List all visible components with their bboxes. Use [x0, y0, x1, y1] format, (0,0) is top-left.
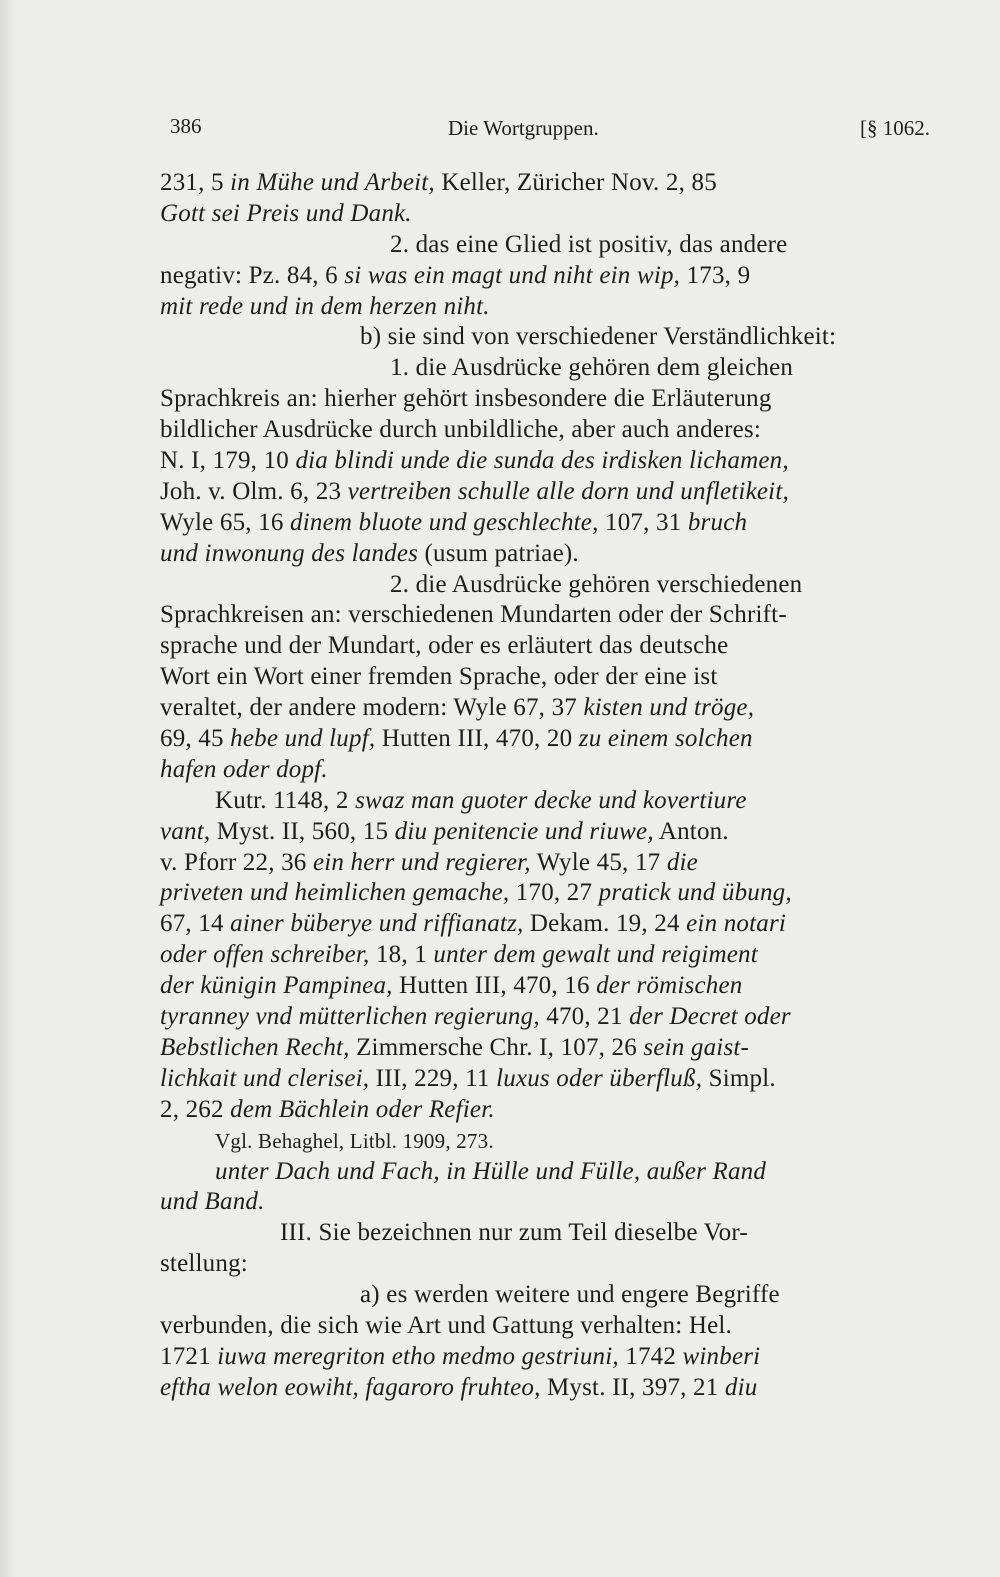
italic-quote: ein notari — [686, 910, 787, 938]
italic-quote: vertreiben schulle alle dorn und unfletikeit, — [347, 477, 789, 505]
text-line — [160, 662, 920, 693]
text-segment: 231, 5 — [160, 169, 231, 196]
text-line — [160, 755, 920, 786]
text-line — [160, 693, 920, 724]
text-line — [160, 477, 920, 508]
italic-quote: in Mühe und Arbeit, — [230, 169, 435, 196]
italic-quote: ein herr und regierer, — [312, 848, 531, 876]
text-line — [160, 230, 920, 261]
italic-quote: kisten und tröge, — [583, 694, 755, 722]
italic-quote: dem Bächlein oder Refier. — [230, 1095, 495, 1123]
italic-quote: mit rede und in dem herzen niht. — [160, 292, 490, 320]
text-segment: 107, 31 — [598, 508, 688, 536]
text-line — [160, 1218, 920, 1249]
italic-quote: luxus oder überfluß, — [496, 1064, 703, 1092]
text-line — [160, 1187, 920, 1218]
italic-quote: lichkait und clerisei, — [160, 1064, 370, 1092]
text-line — [160, 384, 920, 415]
italic-quote: sein gaist- — [643, 1033, 750, 1061]
italic-quote: iuwa meregriton etho medmo gestriuni, — [217, 1342, 619, 1370]
italic-quote: vant, — [160, 817, 211, 845]
running-title: Die Wortgruppen. — [448, 116, 599, 140]
text-segment: N. I, 179, 10 — [160, 447, 296, 475]
text-line — [160, 1002, 920, 1033]
text-segment: 1721 — [160, 1342, 218, 1370]
text-line — [160, 878, 920, 909]
text-line — [160, 724, 920, 755]
italic-quote: zu einem solchen — [578, 725, 753, 753]
text-segment: III, 229, 11 — [369, 1064, 497, 1092]
italic-quote: priveten und heimlichen gemache, — [160, 879, 510, 907]
italic-quote: pratick und übung, — [598, 879, 792, 907]
text-line — [160, 415, 920, 446]
italic-quote: eftha welon eowiht, fagaroro fruhteo, — [160, 1373, 541, 1401]
text-segment: Myst. II, 560, 15 — [210, 817, 395, 845]
text-segment: Zimmersche Chr. I, 107, 26 — [349, 1033, 644, 1061]
text-segment: 18, 1 — [369, 941, 434, 969]
text-segment: negativ: Pz. 84, 6 — [160, 261, 345, 289]
text-segment: stellung: — [160, 1250, 248, 1278]
italic-quote: tyranney vnd mütterlichen regierung, — [160, 1003, 540, 1031]
text-line — [160, 1095, 920, 1126]
italic-quote: unter Dach und Fach, in Hülle und Fülle, außer Rand — [215, 1157, 767, 1185]
text-line — [160, 292, 920, 323]
italic-quote: und inwonung des landes — [160, 539, 419, 567]
body-text — [160, 168, 920, 1404]
text-line — [160, 848, 920, 879]
italic-quote: ainer büberye und riffianatz, — [230, 910, 524, 938]
section-marker: [§ 1062. — [860, 116, 930, 140]
text-line — [160, 909, 920, 940]
text-line — [160, 1157, 920, 1188]
italic-quote: Gott sei Preis und Dank. — [160, 199, 412, 227]
text-line — [160, 940, 920, 971]
text-segment: sprache und der Mundart, oder es erläutert das deutsche — [160, 632, 729, 660]
text-segment: Sprachkreisen an: verschiedenen Mundarten oder der Schrift- — [160, 601, 787, 629]
text-segment: a) es werden weitere und engere Begriffe — [360, 1281, 780, 1309]
italic-quote: winberi — [682, 1342, 761, 1370]
text-line — [160, 322, 920, 353]
text-line — [160, 539, 920, 570]
text-line — [160, 508, 920, 539]
text-line — [160, 1342, 920, 1373]
text-segment: Joh. v. Olm. 6, 23 — [160, 477, 348, 505]
text-segment: 2, 262 — [160, 1095, 231, 1123]
text-line — [160, 971, 920, 1002]
text-segment: 1742 — [618, 1342, 683, 1370]
page-number: 386 — [170, 114, 202, 138]
text-line — [160, 1249, 920, 1280]
text-segment: Wyle 45, 17 — [530, 848, 667, 876]
text-line — [160, 199, 920, 230]
text-line — [160, 817, 920, 848]
text-line — [160, 1311, 920, 1342]
text-segment: (usum patriae). — [418, 539, 579, 567]
text-line — [160, 168, 920, 199]
page-edge-shadow — [0, 0, 16, 1577]
text-line — [160, 1033, 920, 1064]
text-line — [160, 1126, 920, 1157]
text-line — [160, 1373, 920, 1404]
italic-quote: oder offen schreiber, — [160, 941, 370, 969]
text-segment: Wort ein Wort einer fremden Sprache, oder der eine ist — [160, 663, 718, 691]
text-segment: verbunden, die sich wie Art und Gattung verhalten: Hel. — [160, 1311, 732, 1339]
italic-quote: und Band. — [160, 1188, 265, 1216]
italic-quote: hafen oder dopf. — [160, 755, 328, 783]
italic-quote: dinem bluote und geschlechte, — [290, 508, 599, 536]
text-line — [160, 631, 920, 662]
text-segment: III. Sie bezeichnen nur zum Teil dieselbe Vor- — [280, 1219, 748, 1247]
text-line — [160, 570, 920, 601]
text-segment: 470, 21 — [539, 1003, 630, 1031]
text-segment: Keller, Züricher Nov. 2, 85 — [434, 169, 717, 196]
italic-quote: die — [666, 848, 698, 876]
text-segment: 69, 45 — [160, 725, 231, 753]
text-segment: 2. das eine Glied ist positiv, das andere — [390, 230, 788, 258]
italic-quote: hebe und lupf, — [230, 725, 376, 753]
italic-quote: unter dem gewalt und reigiment — [433, 941, 758, 969]
text-segment: 2. die Ausdrücke gehören verschiedenen — [390, 570, 803, 598]
italic-quote: Bebstlichen Recht, — [160, 1033, 350, 1061]
text-segment: b) sie sind von verschiedener Verständlichkeit: — [360, 323, 837, 351]
text-segment: Hutten III, 470, 16 — [392, 972, 597, 1000]
text-segment: Dekam. 19, 24 — [523, 910, 687, 938]
text-line — [160, 261, 920, 292]
text-segment: Hutten III, 470, 20 — [375, 725, 579, 753]
italic-quote: diu — [724, 1373, 758, 1401]
text-line — [160, 1280, 920, 1311]
italic-quote: der Decret oder — [629, 1003, 791, 1031]
text-segment: v. Pforr 22, 36 — [160, 848, 313, 876]
text-line — [160, 786, 920, 817]
text-segment: bildlicher Ausdrücke durch unbildliche, aber auch anderes: — [160, 416, 761, 444]
text-line — [160, 353, 920, 384]
text-segment: Vgl. Behaghel, Litbl. 1909, 273. — [215, 1128, 494, 1153]
text-segment: 1. die Ausdrücke gehören dem gleichen — [390, 354, 794, 382]
text-segment: veraltet, der andere modern: Wyle 67, 37 — [160, 694, 584, 722]
text-segment: Wyle 65, 16 — [160, 508, 291, 536]
page-header — [170, 114, 930, 144]
text-segment: Sprachkreis an: hierher gehört insbesondere die Erläuterung — [160, 385, 772, 413]
text-segment: Kutr. 1148, 2 — [215, 786, 356, 814]
text-segment: 170, 27 — [509, 879, 599, 907]
italic-quote: si was ein magt und niht ein wip, — [344, 261, 681, 289]
italic-quote: bruch — [687, 508, 748, 536]
text-line — [160, 1064, 920, 1095]
text-segment: Simpl. — [702, 1064, 776, 1092]
italic-quote: diu penitencie und riuwe, — [394, 817, 654, 845]
text-segment: Anton. — [653, 817, 729, 845]
text-segment: Myst. II, 397, 21 — [540, 1373, 725, 1401]
italic-quote: der künigin Pampinea, — [160, 972, 393, 1000]
text-line — [160, 446, 920, 477]
text-segment: 173, 9 — [680, 261, 751, 289]
italic-quote: der römischen — [596, 972, 743, 1000]
italic-quote: swaz man guoter decke und kovertiure — [355, 786, 747, 814]
text-line — [160, 600, 920, 631]
text-segment: 67, 14 — [160, 910, 231, 938]
italic-quote: dia blindi unde die sunda des irdisken lichamen, — [295, 447, 789, 475]
